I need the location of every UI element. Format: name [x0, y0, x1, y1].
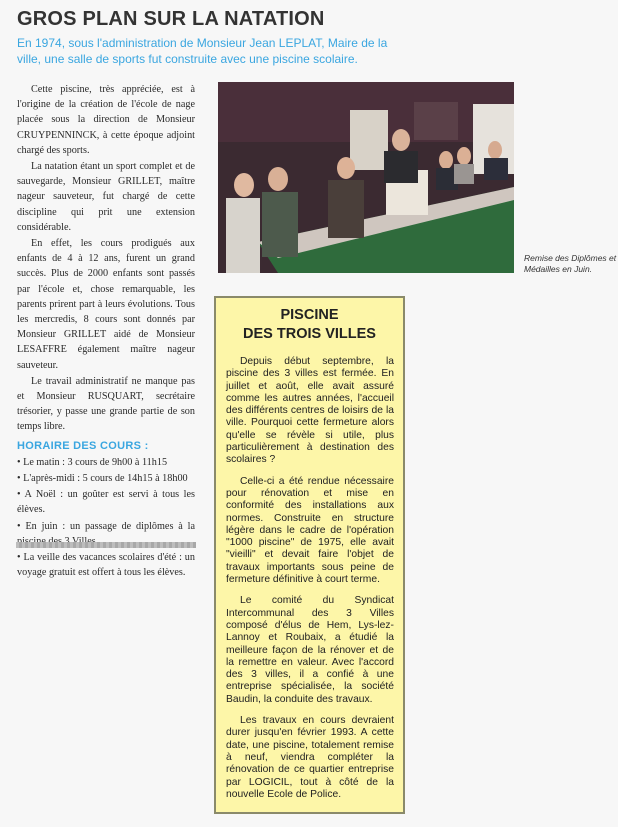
schedule-item: • Le matin : 3 cours de 9h00 à 11h15 — [17, 455, 195, 470]
paragraph: Cette piscine, très appréciée, est à l'origine de la création de l'école de nage placée sous la direction de Monsieur CRUYPENNINCK, à cette époque adjoint chargé des sports. — [17, 84, 195, 156]
paragraph: Le comité du Syndicat Intercommunal des 3 Villes composé d'élus de Hem, Lys-lez-Lannoy et Roubaix, a étudié la meilleure façon de la rénover et de la remettre en valeur. Avec l'accord des 3 villes, il a confié à une entreprise spécialisée, la société Baudin, la conduite des travaux. — [226, 595, 394, 705]
article-subtitle: En 1974, sous l'administration de Monsieur Jean LEPLAT, Maire de la ville, une salle de sports fut construite avec une piscine scolaire. — [17, 36, 388, 66]
paragraph: Le travail administratif ne manque pas et Monsieur RUSQUART, secrétaire trésorier, y passe une grande partie de son temps libre. — [17, 375, 195, 433]
divider-bar — [16, 542, 196, 548]
left-column — [17, 82, 195, 582]
box-title-line: PISCINE — [280, 307, 339, 323]
box-body — [226, 356, 394, 810]
paragraph: La natation étant un sport complet et de sauvegarde, Monsieur GRILLET, maître nageur sauveteur, fut chargé de cette discipline qui prit une extension considérable. — [17, 161, 195, 233]
box-title — [214, 306, 405, 344]
schedule-item: • L'après-midi : 5 cours de 14h15 à 18h00 — [17, 471, 195, 486]
ceremony-photo — [218, 82, 514, 273]
box-title-line: DES TROIS VILLES — [243, 326, 376, 342]
schedule-item: • En juin : un passage de diplômes à la — [17, 519, 195, 549]
paragraph: Celle-ci a été rendue nécessaire pour rénovation et mise en conformité des installations aux normes. Construite en structure légère dans le cadre de l'opération "1000 piscine" de 1975, elle avait "vieilli" et devait faire l'objet de travaux importants sous peine de fermeture définitive à court terme. — [226, 475, 394, 586]
schedule-item: • La veille des vacances scolaires d'été : un voyage gratuit est offert à tous les élèves. — [17, 550, 195, 580]
paragraph: Depuis début septembre, la piscine des 3 villes est fermée. En juillet et août, elle avait assuré comme les autres années, l'accueil des différents centres de loisirs de la ville. Pourquoi cette fermeture alors qu'elle se révèle si utile, plus particulièrement à destination des scolaires ? — [226, 356, 394, 466]
paragraph: En effet, les cours prodigués aux enfants de 4 à 12 ans, furent un grand succès. Plus de 2000 enfants sont passés par l'école et, chose remarquable, les parents prirent part à leurs évolutions. Tous les mercredis, 8 cours sont donnés par Monsieur GRILLET aidé de Monsieur LESAFFRE également maître nageur sauveteur. — [17, 238, 195, 371]
paragraph: Les travaux en cours devraient durer jusqu'en février 1993. A cette date, une piscine, totalement remise à neuf, viendra compléter la rénovation de ce quartier entreprise par LOGICIL, tout à côté de la nouvelle Ecole de Police. — [226, 715, 394, 800]
article-title: GROS PLAN SUR LA NATATION — [17, 8, 325, 30]
schedule-heading: HORAIRE DES COURS : — [17, 439, 149, 452]
schedule-list — [17, 455, 195, 581]
photo-caption: Remise des Diplômes et Médailles en Juin. — [524, 253, 617, 274]
schedule-item: • A Noël : un goûter est servi à tous les élèves. — [17, 487, 195, 517]
